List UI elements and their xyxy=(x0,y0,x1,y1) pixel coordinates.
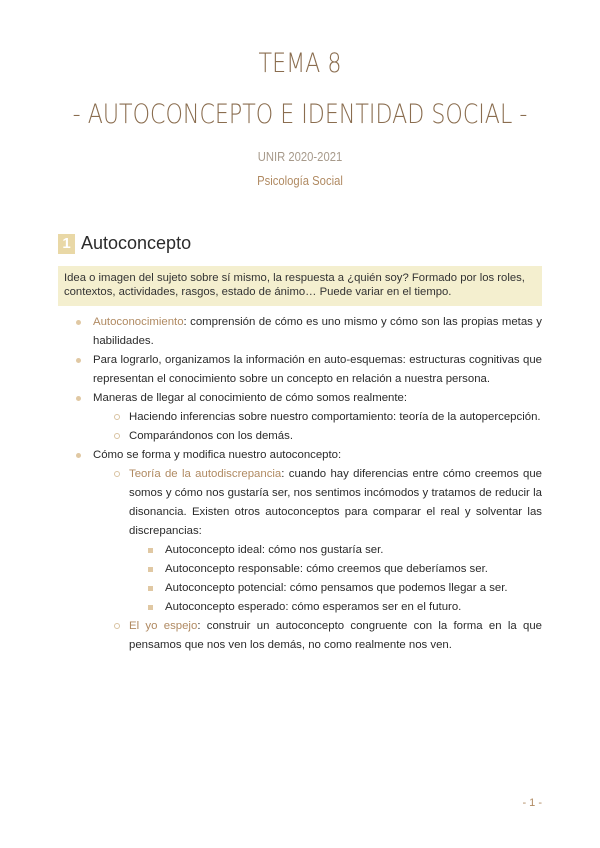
bullet-circle-icon xyxy=(114,623,120,629)
section-number-badge: 1 xyxy=(58,234,75,254)
list-item-text: Cómo se forma y modifica nuestro autoconcepto: xyxy=(93,449,342,461)
sub-list-item-text: : construir un autoconcepto congruente con la forma en la que pensamos que nos ven los demás, no como realmente nos ven. xyxy=(129,620,542,651)
list-item-text: : comprensión de cómo es uno mismo y cómo son las propias metas y habilidades. xyxy=(93,316,542,347)
nested-list-item xyxy=(58,541,542,560)
term-yo-espejo: El yo espejo xyxy=(129,620,198,632)
sub-list-item xyxy=(58,408,542,427)
bullet-square-icon xyxy=(148,548,153,553)
section-heading xyxy=(58,233,191,254)
bullet-square-icon xyxy=(148,586,153,591)
bullet-circle-icon xyxy=(114,414,120,420)
sub-list-item-text: Comparándonos con los demás. xyxy=(129,430,293,442)
section-title: Autoconcepto xyxy=(81,233,192,253)
nested-list-item-text: Autoconcepto responsable: cómo creemos que deberíamos ser. xyxy=(165,563,488,575)
bullet-list xyxy=(58,313,542,655)
bullet-circle-icon xyxy=(114,433,120,439)
list-item xyxy=(58,313,542,351)
nested-list-item-text: Autoconcepto esperado: cómo esperamos ser en el futuro. xyxy=(165,601,462,613)
term-autodiscrepancia: Teoría de la autodiscrepancia xyxy=(129,468,282,480)
list-item xyxy=(58,446,542,465)
nested-list-item xyxy=(58,598,542,617)
bullet-dot-icon xyxy=(76,453,81,458)
nested-list-item-text: Autoconcepto potencial: cómo pensamos que podemos llegar a ser. xyxy=(165,582,508,594)
list-item-text: Maneras de llegar al conocimiento de cómo somos realmente: xyxy=(93,392,408,404)
sub-list-item xyxy=(58,617,542,655)
bullet-circle-icon xyxy=(114,471,120,477)
sub-list-item xyxy=(58,465,542,541)
bullet-square-icon xyxy=(148,605,153,610)
bullet-square-icon xyxy=(148,567,153,572)
list-item xyxy=(58,389,542,408)
bullet-dot-icon xyxy=(76,358,81,363)
doc-title: TEMA 8 xyxy=(258,48,342,79)
doc-subtitle: - AUTOCONCEPTO E IDENTIDAD SOCIAL - xyxy=(72,99,528,130)
subject-label: Psicología Social xyxy=(257,174,343,188)
list-item xyxy=(58,351,542,389)
nested-list-item-text: Autoconcepto ideal: cómo nos gustaría ser. xyxy=(165,544,384,556)
page-number: - 1 - xyxy=(522,797,542,809)
bullet-dot-icon xyxy=(76,320,81,325)
definition-box: Idea o imagen del sujeto sobre sí mismo, la respuesta a ¿quién soy? Formado por los roles, contextos, actividades, rasgos, estado de ánimo… Puede variar en el tiempo. xyxy=(58,266,542,306)
sub-list-item-text: : cuando hay diferencias entre cómo creemos que somos y cómo nos gustaría ser, nos sentimos incómodos y tratamos de reducir la disonancia. Existen otros autoconceptos para comparar el real y solventar las discrepancias: xyxy=(129,468,542,537)
nested-list-item xyxy=(58,579,542,598)
sub-list-item xyxy=(58,427,542,446)
sub-list-item-text: Haciendo inferencias sobre nuestro comportamiento: teoría de la autopercepción. xyxy=(129,411,541,423)
list-item-text: Para lograrlo, organizamos la información en auto-esquemas: estructuras cognitivas que representan el conocimiento sobre un concepto en relación a nuestra persona. xyxy=(93,354,542,385)
bullet-dot-icon xyxy=(76,396,81,401)
nested-list-item xyxy=(58,560,542,579)
institution-label: UNIR 2020-2021 xyxy=(257,150,343,164)
term-autoconocimiento: Autoconocimiento xyxy=(93,316,184,328)
